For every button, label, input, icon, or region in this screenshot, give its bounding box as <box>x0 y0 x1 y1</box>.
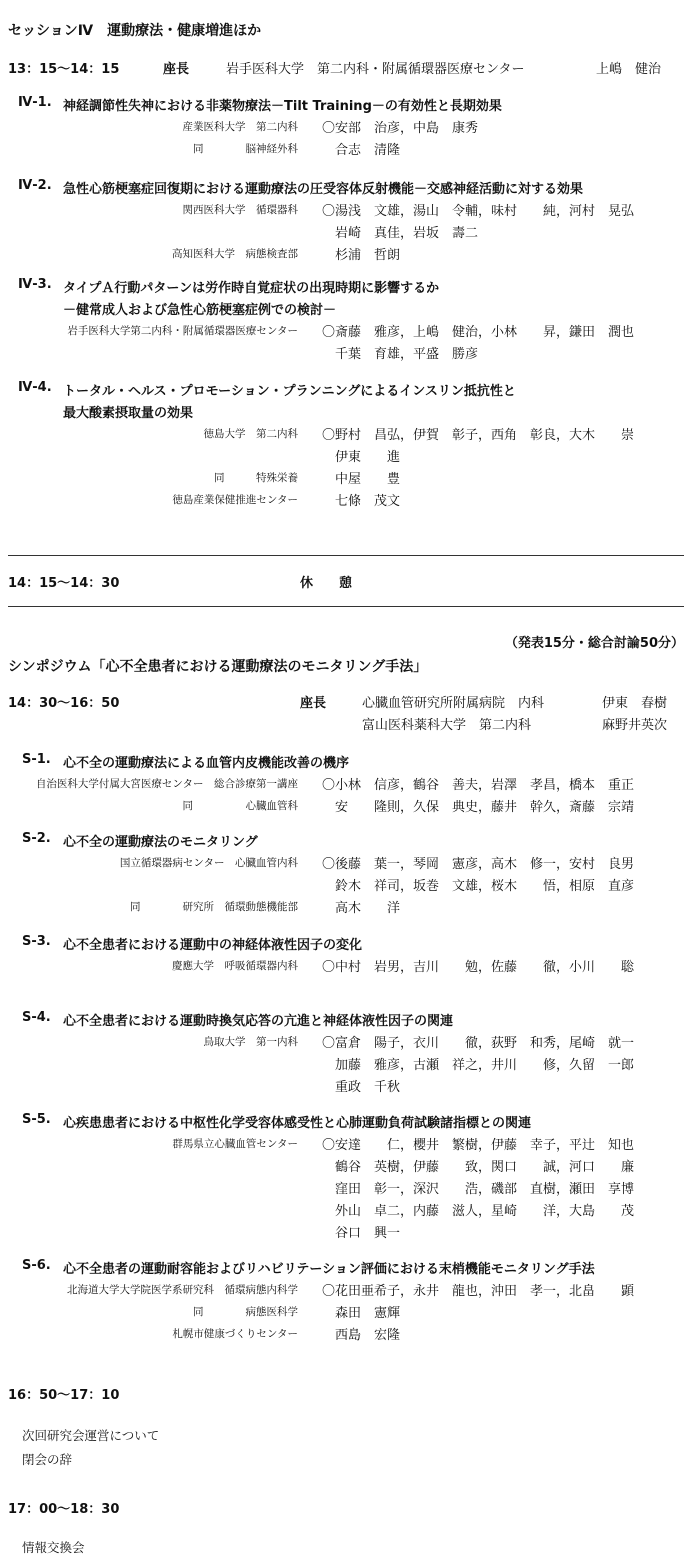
authors: 加藤 雅彦，古瀬 祥之，井川 修，久留 一郎 <box>335 1058 635 1073</box>
closing-item: 閉会の辞 <box>22 1452 73 1467</box>
talk-title: 心不全患者における運動中の神経体液性因子の変化 <box>63 938 363 953</box>
authors: 〇中村 岩男，吉川 勉，佐藤 徹，小川 聡 <box>322 960 635 975</box>
authors: 谷口 興一 <box>335 1226 401 1241</box>
affiliation: 同 特殊栄養 <box>214 472 298 484</box>
authors: 中屋 豊 <box>335 472 401 487</box>
authors: 〇安達 仁，櫻井 繁樹，伊藤 幸子，平辻 知也 <box>322 1138 635 1153</box>
affiliation: 徳島大学 第二内科 <box>203 428 298 440</box>
authors: 伊東 進 <box>335 450 401 465</box>
talk-title: 心不全患者における運動時換気応答の亢進と神経体液性因子の関連 <box>63 1014 454 1029</box>
session-title: セッションⅣ 運動療法・健康増進ほか <box>8 23 262 39</box>
authors: 外山 卓二，内藤 滋人，星崎 洋，大島 茂 <box>335 1204 635 1219</box>
authors: 〇湯浅 文雄，湯山 令輔，味村 純，河村 晃弘 <box>322 204 635 219</box>
chair-label: 座長 <box>300 696 327 711</box>
authors: 〇斎藤 雅彦，上嶋 健治，小林 昇，鎌田 潤也 <box>322 325 635 340</box>
talk-title: タイプＡ行動パターンは労作時自覚症状の出現時期に影響するか <box>63 281 440 296</box>
divider-top <box>8 555 684 556</box>
closing-time: 16：50～17：10 <box>8 1388 120 1403</box>
affiliation: 自治医科大学付属大宮医療センター 総合診療第一講座 <box>35 778 298 790</box>
authors: 七條 茂文 <box>335 494 401 509</box>
talk-number: Ⅳ-2. <box>18 178 52 193</box>
talk-title-line2: －健常成人および急性心筋梗塞症例での検討－ <box>63 303 337 318</box>
break-label: 休 憩 <box>300 576 353 591</box>
chair-name: 麻野井英次 <box>602 718 668 733</box>
chair-affiliation: 岩手医科大学 第二内科・附属循環器医療センター <box>226 62 525 77</box>
affiliation: 同 心臓血管科 <box>182 800 298 812</box>
talk-number: S-6. <box>22 1258 51 1273</box>
talk-number: S-2. <box>22 831 51 846</box>
exchange-label: 情報交換会 <box>22 1540 85 1555</box>
affiliation: 同 脳神経外科 <box>193 143 298 155</box>
talk-title: 急性心筋梗塞症回復期における運動療法の圧受容体反射機能－交感神経活動に対する効果 <box>63 182 584 197</box>
break-time: 14：15～14：30 <box>8 576 120 591</box>
affiliation: 関西医科大学 循環器科 <box>182 204 298 216</box>
authors: 〇花田亜希子，永井 龍也，沖田 孝一，北畠 顕 <box>322 1284 635 1299</box>
talk-title: 神経調節性失神における非薬物療法－Tilt Training－の有効性と長期効果 <box>63 99 502 114</box>
authors: 合志 清隆 <box>335 143 401 158</box>
talk-title: 心疾患患者における中枢性化学受容体感受性と心肺運動負荷試験諸指標との関連 <box>63 1116 532 1131</box>
talk-number: S-1. <box>22 752 51 767</box>
talk-title: トータル・ヘルス・プロモーション・プランニングによるインスリン抵抗性と <box>63 384 516 399</box>
chair-name: 伊東 春樹 <box>602 696 668 711</box>
authors: 〇安部 治彦，中島 康秀 <box>322 121 479 136</box>
affiliation: 北海道大学大学院医学系研究科 循環病態内科学 <box>67 1284 298 1296</box>
closing-item: 次回研究会運営について <box>22 1428 160 1443</box>
divider-bottom <box>8 606 684 607</box>
talk-number: Ⅳ-3. <box>18 277 52 292</box>
authors: 安 隆則，久保 典史，藤井 幹久，斎藤 宗靖 <box>335 800 635 815</box>
affiliation: 慶應大学 呼吸循環器内科 <box>172 960 298 972</box>
affiliation: 群馬県立心臓血管センター <box>172 1138 298 1150</box>
affiliation: 同 病態医科学 <box>193 1306 298 1318</box>
session-time: 13：15～14：15 <box>8 62 120 77</box>
affiliation: 産業医科大学 第二内科 <box>182 121 298 133</box>
talk-number: Ⅳ-1. <box>18 95 52 110</box>
authors: 窪田 彰一，深沢 浩，磯部 直樹，瀬田 享博 <box>335 1182 635 1197</box>
exchange-time: 17：00～18：30 <box>8 1502 120 1517</box>
format-note: （発表15分・総合討論50分） <box>504 636 684 651</box>
symposium-title: シンポジウム「心不全患者における運動療法のモニタリング手法」 <box>8 659 428 675</box>
talk-title: 心不全の運動療法による血管内皮機能改善の機序 <box>63 756 350 771</box>
talk-number: S-3. <box>22 934 51 949</box>
authors: 杉浦 哲朗 <box>335 248 401 263</box>
affiliation: 鳥取大学 第一内科 <box>203 1036 298 1048</box>
chair-affiliation: 富山医科薬科大学 第二内科 <box>362 718 532 733</box>
authors: 西島 宏隆 <box>335 1328 401 1343</box>
authors: 森田 憲輝 <box>335 1306 401 1321</box>
affiliation: 岩手医科大学第二内科・附属循環器医療センター <box>67 325 298 337</box>
chair-affiliation: 心臓血管研究所附属病院 内科 <box>362 696 545 711</box>
authors: 〇後藤 葉一，琴岡 憲彦，高木 修一，安村 良男 <box>322 857 635 872</box>
authors: 〇野村 昌弘，伊賀 彰子，西角 彰良，大木 崇 <box>322 428 635 443</box>
chair-label: 座長 <box>163 62 190 77</box>
talk-number: S-5. <box>22 1112 51 1127</box>
authors: 高木 洋 <box>335 901 401 916</box>
authors: 重政 千秋 <box>335 1080 401 1095</box>
symposium-time: 14：30～16：50 <box>8 696 120 711</box>
authors: 〇富倉 陽子，衣川 徹，荻野 和秀，尾崎 就一 <box>322 1036 635 1051</box>
talk-title: 心不全の運動療法のモニタリング <box>63 835 258 850</box>
talk-title: 心不全患者の運動耐容能およびリハビリテーション評価における末梢機能モニタリング手法 <box>63 1262 595 1277</box>
affiliation: 国立循環器病センター 心臓血管内科 <box>119 857 298 869</box>
affiliation: 同 研究所 循環動態機能部 <box>130 901 298 913</box>
affiliation: 札幌市健康づくりセンター <box>172 1328 298 1340</box>
authors: 鈴木 祥司，坂巻 文雄，桜木 悟，相原 直彦 <box>335 879 635 894</box>
affiliation: 高知医科大学 病態検査部 <box>172 248 298 260</box>
talk-number: Ⅳ-4. <box>18 380 52 395</box>
authors: 岩崎 真佳，岩坂 壽二 <box>335 226 479 241</box>
talk-title-line2: 最大酸素摂取量の効果 <box>63 406 194 421</box>
authors: 〇小林 信彦，鶴谷 善夫，岩澤 孝昌，橋本 重正 <box>322 778 635 793</box>
talk-number: S-4. <box>22 1010 51 1025</box>
authors: 鶴谷 英樹，伊藤 致，関口 誠，河口 廉 <box>335 1160 635 1175</box>
affiliation: 徳島産業保健推進センター <box>172 494 298 506</box>
chair-name: 上嶋 健治 <box>596 62 662 77</box>
authors: 千葉 育雄，平盛 勝彦 <box>335 347 479 362</box>
